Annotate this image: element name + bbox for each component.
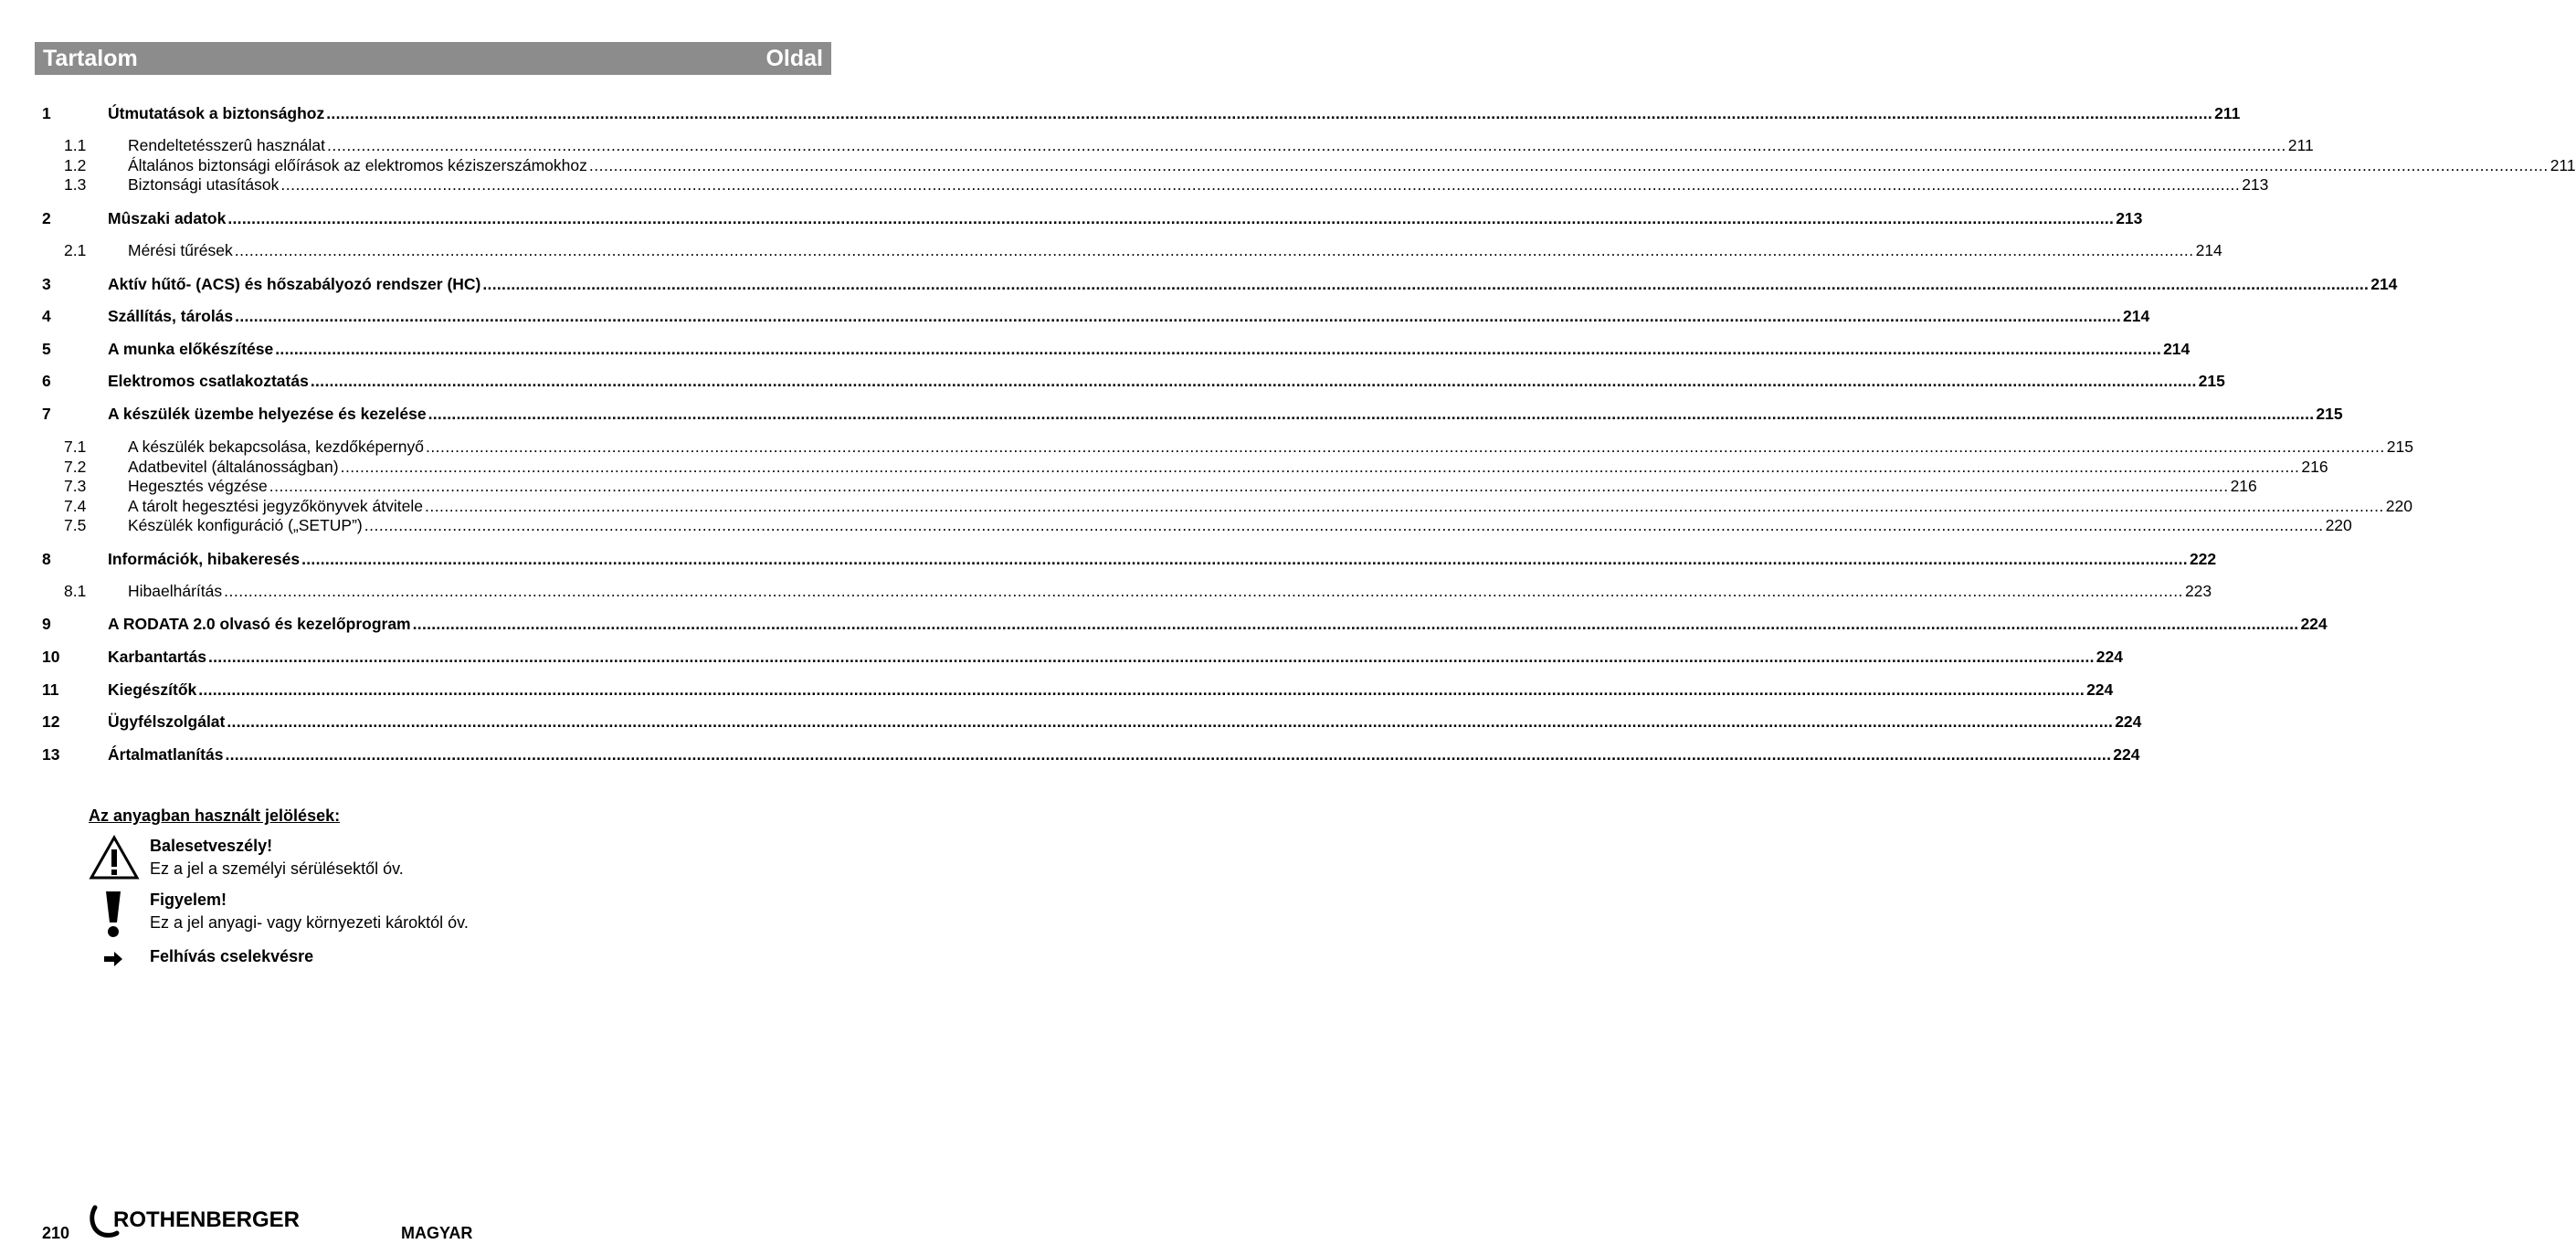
toc-entry-page: 211 xyxy=(2287,136,2314,154)
legend-action xyxy=(150,945,313,968)
toc-entry-page: 220 xyxy=(2325,516,2352,534)
toc-entry-title: Rendeltetésszerû használat xyxy=(128,136,325,154)
toc-entry xyxy=(42,240,2222,260)
toc-entry-leader: ................................................................................................................................................................................................................................................................................................................................................................................................................ xyxy=(234,241,2194,259)
toc-entry-page: 224 xyxy=(2113,745,2140,764)
toc-entry xyxy=(42,712,2142,732)
toc-entry-title: Készülék konfiguráció („SETUP”) xyxy=(128,516,363,534)
toc-entry-number: 10 xyxy=(42,648,60,666)
toc-entry xyxy=(42,174,2269,195)
toc-entry-title: A munka előkészítése xyxy=(108,340,274,358)
toc-entry xyxy=(42,306,2150,326)
toc-entry-number: 11 xyxy=(42,680,59,699)
toc-entry-title: A RODATA 2.0 olvasó és kezelőprogram xyxy=(108,615,411,633)
toc-entry-leader: ................................................................................................................................................................................................................................................................................................................................................................................................................ xyxy=(326,104,2213,122)
toc-entry-leader: ................................................................................................................................................................................................................................................................................................................................................................................................................ xyxy=(275,340,2162,358)
toc-entry-page: 214 xyxy=(2163,340,2191,358)
toc-entry-number: 1.2 xyxy=(64,156,87,174)
toc-entry-number: 2.1 xyxy=(64,241,87,259)
toc-entry xyxy=(42,404,2343,424)
legend-caution-text: Ez a jel anyagi- vagy környezeti károktól óv. xyxy=(150,913,469,932)
toc-entry xyxy=(42,135,2314,155)
toc-entry-leader: ................................................................................................................................................................................................................................................................................................................................................................................................................ xyxy=(235,307,2121,325)
toc-entry xyxy=(42,744,2140,764)
toc-entry-page: 211 xyxy=(2550,156,2576,174)
toc-entry-title: Hegesztés végzése xyxy=(128,477,268,495)
toc-entry xyxy=(42,339,2191,359)
toc-entry-leader: ................................................................................................................................................................................................................................................................................................................................................................................................................ xyxy=(340,458,2300,476)
toc-entry-page: 214 xyxy=(2370,275,2398,293)
toc-entry-leader: ................................................................................................................................................................................................................................................................................................................................................................................................................ xyxy=(198,680,2085,699)
toc-entry-leader: ................................................................................................................................................................................................................................................................................................................................................................................................................ xyxy=(412,615,2299,633)
toc-entry-page: 215 xyxy=(2316,405,2343,423)
toc-entry-page: 223 xyxy=(2184,582,2212,600)
toc-entry xyxy=(42,437,2413,457)
toc-entry-title: A tárolt hegesztési jegyzőkönyvek átvitele xyxy=(128,497,423,515)
toc-entry-number: 1 xyxy=(42,104,51,122)
exclamation-icon xyxy=(103,890,123,939)
toc-entry-title: A készülék üzembe helyezése és kezelése xyxy=(108,405,427,423)
toc-entry xyxy=(42,457,2328,477)
toc-entry-title: Adatbevitel (általánosságban) xyxy=(128,458,339,476)
toc-entry-leader: ................................................................................................................................................................................................................................................................................................................................................................................................................ xyxy=(227,209,2115,227)
footer-page-number: 210 xyxy=(42,1224,70,1242)
toc-entry-leader: ................................................................................................................................................................................................................................................................................................................................................................................................................ xyxy=(364,516,2324,534)
toc-entry-title: Karbantartás xyxy=(108,648,206,666)
toc-entry-number: 13 xyxy=(42,745,60,764)
toc-entry-leader: ................................................................................................................................................................................................................................................................................................................................................................................................................ xyxy=(269,477,2229,495)
toc-entry-title: Mûszaki adatok xyxy=(108,209,227,227)
toc-entry-title: Elektromos csatlakoztatás xyxy=(108,372,309,390)
toc-entry xyxy=(42,549,2217,569)
toc-entry-page: 224 xyxy=(2086,680,2114,699)
toc-entry-number: 8.1 xyxy=(64,582,87,600)
toc-entry-number: 6 xyxy=(42,372,51,390)
toc-entry-number: 12 xyxy=(42,712,60,731)
toc-entry-title: Szállítás, tárolás xyxy=(108,307,234,325)
legend-danger-text: Ez a jel a személyi sérülésektől óv. xyxy=(150,859,404,878)
toc-entry-title: Biztonsági utasítások xyxy=(128,175,280,194)
toc-entry-number: 1.3 xyxy=(64,175,87,194)
toc-entry-title: Általános biztonsági előírások az elektromos kéziszerszámokhoz xyxy=(128,156,587,174)
toc-entry-leader: ................................................................................................................................................................................................................................................................................................................................................................................................................ xyxy=(428,405,2315,423)
toc-entry-number: 7.4 xyxy=(64,497,87,515)
toc-entry-number: 8 xyxy=(42,550,51,568)
toc-entry-title: Aktív hűtő- (ACS) és hőszabályozó rendszer (HC) xyxy=(108,275,481,293)
toc-entry-page: 211 xyxy=(2214,104,2241,122)
toc-entry-number: 7.2 xyxy=(64,458,87,476)
toc-entry-number: 7 xyxy=(42,405,51,423)
arrow-right-icon xyxy=(103,950,123,968)
toc-entry-page: 224 xyxy=(2300,615,2328,633)
toc-entry-page: 222 xyxy=(2189,550,2217,568)
toc-entry-leader: ................................................................................................................................................................................................................................................................................................................................................................................................................ xyxy=(225,745,2112,764)
toc-header-page-label: Oldal xyxy=(765,45,823,71)
logo-text: ROTHENBERGER xyxy=(113,1207,301,1232)
toc-entry-page: 220 xyxy=(2385,497,2412,515)
toc-entry-page: 213 xyxy=(2116,209,2143,227)
legend-danger xyxy=(150,835,404,880)
legend-title: Az anyagban használt jelölések: xyxy=(89,806,341,825)
toc-entry-leader: ................................................................................................................................................................................................................................................................................................................................................................................................................ xyxy=(207,648,2095,666)
toc-entry xyxy=(42,371,2225,391)
toc-header-title: Tartalom xyxy=(43,45,138,71)
toc-entry-leader: ................................................................................................................................................................................................................................................................................................................................................................................................................ xyxy=(227,712,2114,731)
legend-danger-label: Balesetveszély! xyxy=(150,837,273,855)
toc-entry-number: 3 xyxy=(42,275,51,293)
toc-entry xyxy=(42,614,2328,634)
toc-entry-page: 216 xyxy=(2301,458,2328,476)
toc-entry xyxy=(42,476,2257,496)
toc-entry-leader: ................................................................................................................................................................................................................................................................................................................................................................................................................ xyxy=(425,438,2385,456)
toc-entry-title: Mérési tűrések xyxy=(128,241,233,259)
toc-entry-number: 7.3 xyxy=(64,477,87,495)
toc-entry-title: Hibaelhárítás xyxy=(128,582,223,600)
toc-entry-leader: ................................................................................................................................................................................................................................................................................................................................................................................................................ xyxy=(310,372,2197,390)
legend-caution xyxy=(150,889,469,934)
toc-entry xyxy=(42,103,2241,123)
toc-entry-number: 4 xyxy=(42,307,51,325)
toc-entry-number: 1.1 xyxy=(64,136,87,154)
toc-entry-number: 7.5 xyxy=(64,516,87,534)
footer-language: MAGYAR xyxy=(401,1224,473,1242)
toc-entry-leader: ................................................................................................................................................................................................................................................................................................................................................................................................................ xyxy=(424,497,2384,515)
toc-entry-title: Útmutatások a biztonsághoz xyxy=(108,104,325,122)
toc-entry-number: 9 xyxy=(42,615,51,633)
toc-entry xyxy=(42,496,2412,516)
warning-triangle-icon xyxy=(89,835,140,880)
toc-entry-page: 215 xyxy=(2386,438,2413,456)
toc-entry-leader: ................................................................................................................................................................................................................................................................................................................................................................................................................ xyxy=(280,175,2241,194)
toc-entry xyxy=(42,581,2212,601)
toc-entry xyxy=(42,647,2123,667)
toc-entry-title: A készülék bekapcsolása, kezdőképernyő xyxy=(128,438,424,456)
toc-entry-number: 5 xyxy=(42,340,51,358)
toc-entry-page: 215 xyxy=(2198,372,2225,390)
toc-entry xyxy=(42,274,2398,294)
toc-entry-leader: ................................................................................................................................................................................................................................................................................................................................................................................................................ xyxy=(224,582,2183,600)
toc-entry-leader: ................................................................................................................................................................................................................................................................................................................................................................................................................ xyxy=(326,136,2286,154)
toc-entry-title: Ügyfélszolgálat xyxy=(108,712,226,731)
toc-entry-number: 7.1 xyxy=(64,438,87,456)
toc-entry-page: 216 xyxy=(2230,477,2257,495)
toc-entry xyxy=(42,208,2143,228)
toc-entry xyxy=(42,680,2114,700)
toc-entry-leader: ................................................................................................................................................................................................................................................................................................................................................................................................................ xyxy=(588,156,2549,174)
legend-caution-label: Figyelem! xyxy=(150,891,227,909)
toc-entry-page: 224 xyxy=(2096,648,2123,666)
toc-entry xyxy=(42,515,2352,535)
legend-action-label: Felhívás cselekvésre xyxy=(150,947,314,965)
toc-entry-number: 2 xyxy=(42,209,51,227)
toc-entry-page: 214 xyxy=(2195,241,2222,259)
toc-entry-title: Ártalmatlanítás xyxy=(108,745,224,764)
toc-entry-leader: ................................................................................................................................................................................................................................................................................................................................................................................................................ xyxy=(482,275,2370,293)
toc-header-bar xyxy=(35,42,831,75)
toc-entry-leader: ................................................................................................................................................................................................................................................................................................................................................................................................................ xyxy=(301,550,2188,568)
toc-entry xyxy=(42,155,2576,175)
toc-entry-page: 224 xyxy=(2115,712,2142,731)
toc-entry-title: Kiegészítők xyxy=(108,680,197,699)
toc-entry-title: Információk, hibakeresés xyxy=(108,550,301,568)
toc-entry-page: 214 xyxy=(2122,307,2150,325)
toc-entry-page: 213 xyxy=(2242,175,2269,194)
